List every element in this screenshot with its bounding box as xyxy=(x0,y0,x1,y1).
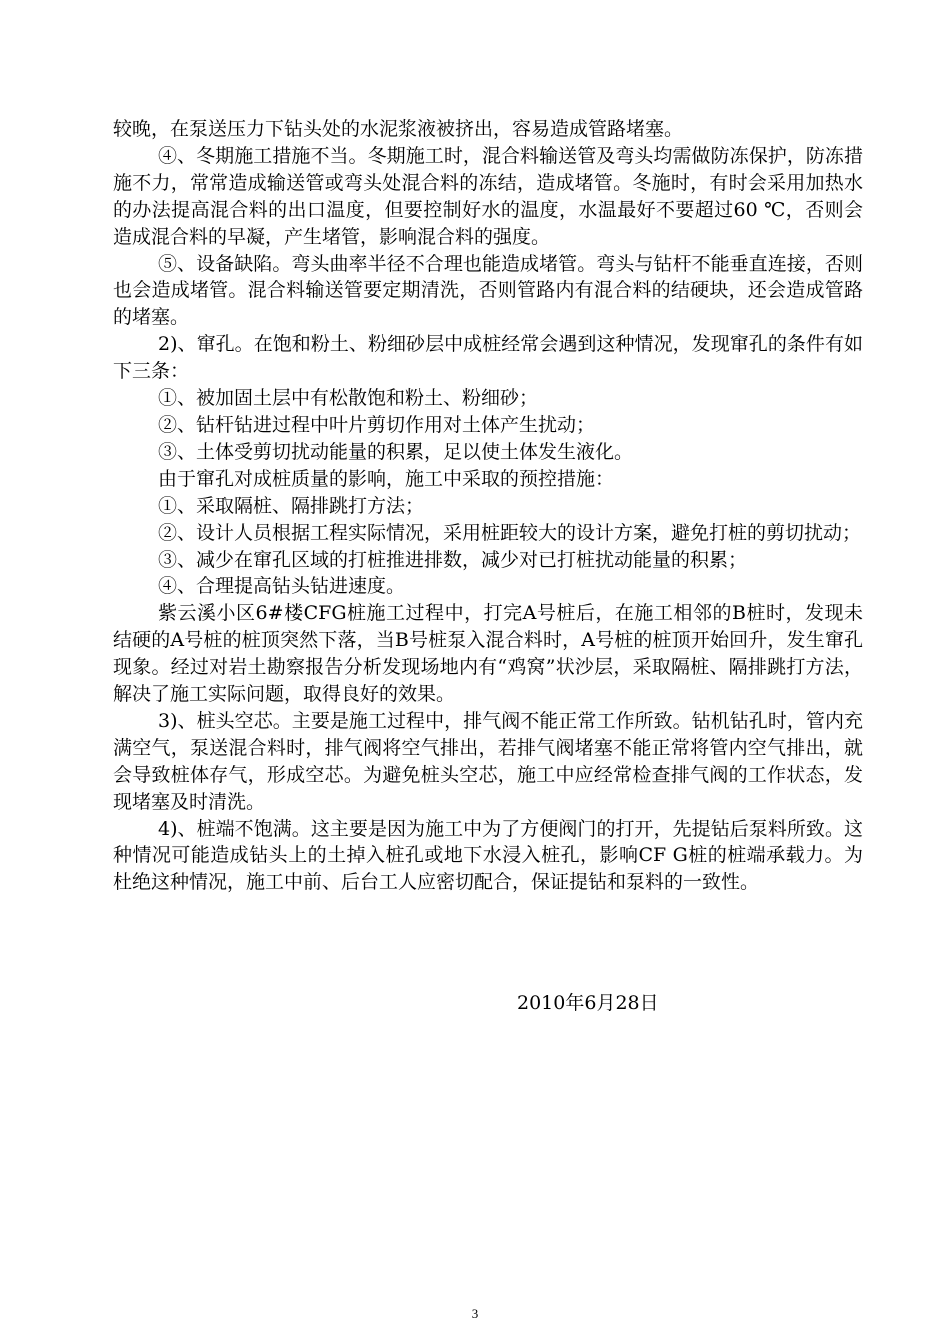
paragraph-winter-construction: ④、冬期施工措施不当。冬期施工时，混合料输送管及弯头均需做防冻保护，防冻措施不力，常常造成输送管或弯头处混合料的冻结，造成堵管。冬施时，有时会采用加热水的办法提高混合料的出口温度，但要控制好水的温度，水温最好不要超过60 ℃，否则会造成混合料的早凝，产生堵管，影响混合料的强度。 xyxy=(113,144,863,248)
list-item-measure-1: ①、采取隔桩、隔排跳打方法； xyxy=(158,494,425,517)
list-item-condition-1: ①、被加固土层中有松散饱和粉土、粉细砂； xyxy=(158,387,539,410)
list-item-measure-3: ③、减少在窜孔区域的打桩推进排数，减少对已打桩扰动能量的积累； xyxy=(158,548,748,571)
paragraph-channeling-hole: 2)、窜孔。在饱和粉土、粉细砂层中成桩经常会遇到这种情况，发现窜孔的条件有如下三条： xyxy=(113,333,863,383)
document-body xyxy=(113,116,863,896)
list-item-condition-2: ②、钻杆钻进过程中叶片剪切作用对土体产生扰动； xyxy=(158,413,596,436)
list-item-condition-3: ③、土体受剪切扰动能量的积累，足以使土体发生液化。 xyxy=(158,440,634,463)
list-item-measure-4: ④、合理提高钻头钻进速度。 xyxy=(158,575,406,598)
paragraph-preventive-measures: 由于窜孔对成桩质量的影响，施工中采取的预控措施： xyxy=(158,467,615,490)
paragraph-case-study: 紫云溪小区6#楼CFG桩施工过程中，打完A号桩后，在施工相邻的B桩时，发现未结硬的A号桩的桩顶突然下落，当B号桩泵入混合料时，A号桩的桩顶开始回升，发生窜孔现象。经过对岩土勘察报告分析发现场地内有“鸡窝”状沙层，采取隔桩、隔排跳打方法，解决了施工实际问题，取得良好的效果。 xyxy=(113,602,863,706)
document-date: 2010年6月28日 xyxy=(517,992,659,1014)
paragraph-pile-end-not-full: 4)、桩端不饱满。这主要是因为施工中为了方便阀门的打开，先提钻后泵料所致。这种情况可能造成钻头上的土掉入桩孔或地下水浸入桩孔，影响CF G桩的桩端承载力。为杜绝这种情况，施工中前、后台工人应密切配合，保证提钻和泵料的一致性。 xyxy=(113,817,863,894)
list-item-measure-2: ②、设计人员根据工程实际情况，采用桩距较大的设计方案，避免打桩的剪切扰动； xyxy=(158,521,862,544)
paragraph-equipment-defect: ⑤、设备缺陷。弯头曲率半径不合理也能造成堵管。弯头与钻杆不能垂直连接，否则也会造成堵管。混合料输送管要定期清洗，否则管路内有混合料的结硬块，还会造成管路的堵塞。 xyxy=(113,252,863,329)
paragraph-hollow-pile-head: 3)、桩头空芯。主要是施工过程中，排气阀不能正常工作所致。钻机钻孔时，管内充满空气，泵送混合料时，排气阀将空气排出，若排气阀堵塞不能正常将管内空气排出，就会导致桩体存气，形成空芯。为避免桩头空芯，施工中应经常检查排气阀的工作状态，发现堵塞及时清洗。 xyxy=(113,709,863,813)
paragraph-continuation: 较晚，在泵送压力下钻头处的水泥浆液被挤出，容易造成管路堵塞。 xyxy=(113,118,684,140)
page-number: 3 xyxy=(471,1306,479,1321)
